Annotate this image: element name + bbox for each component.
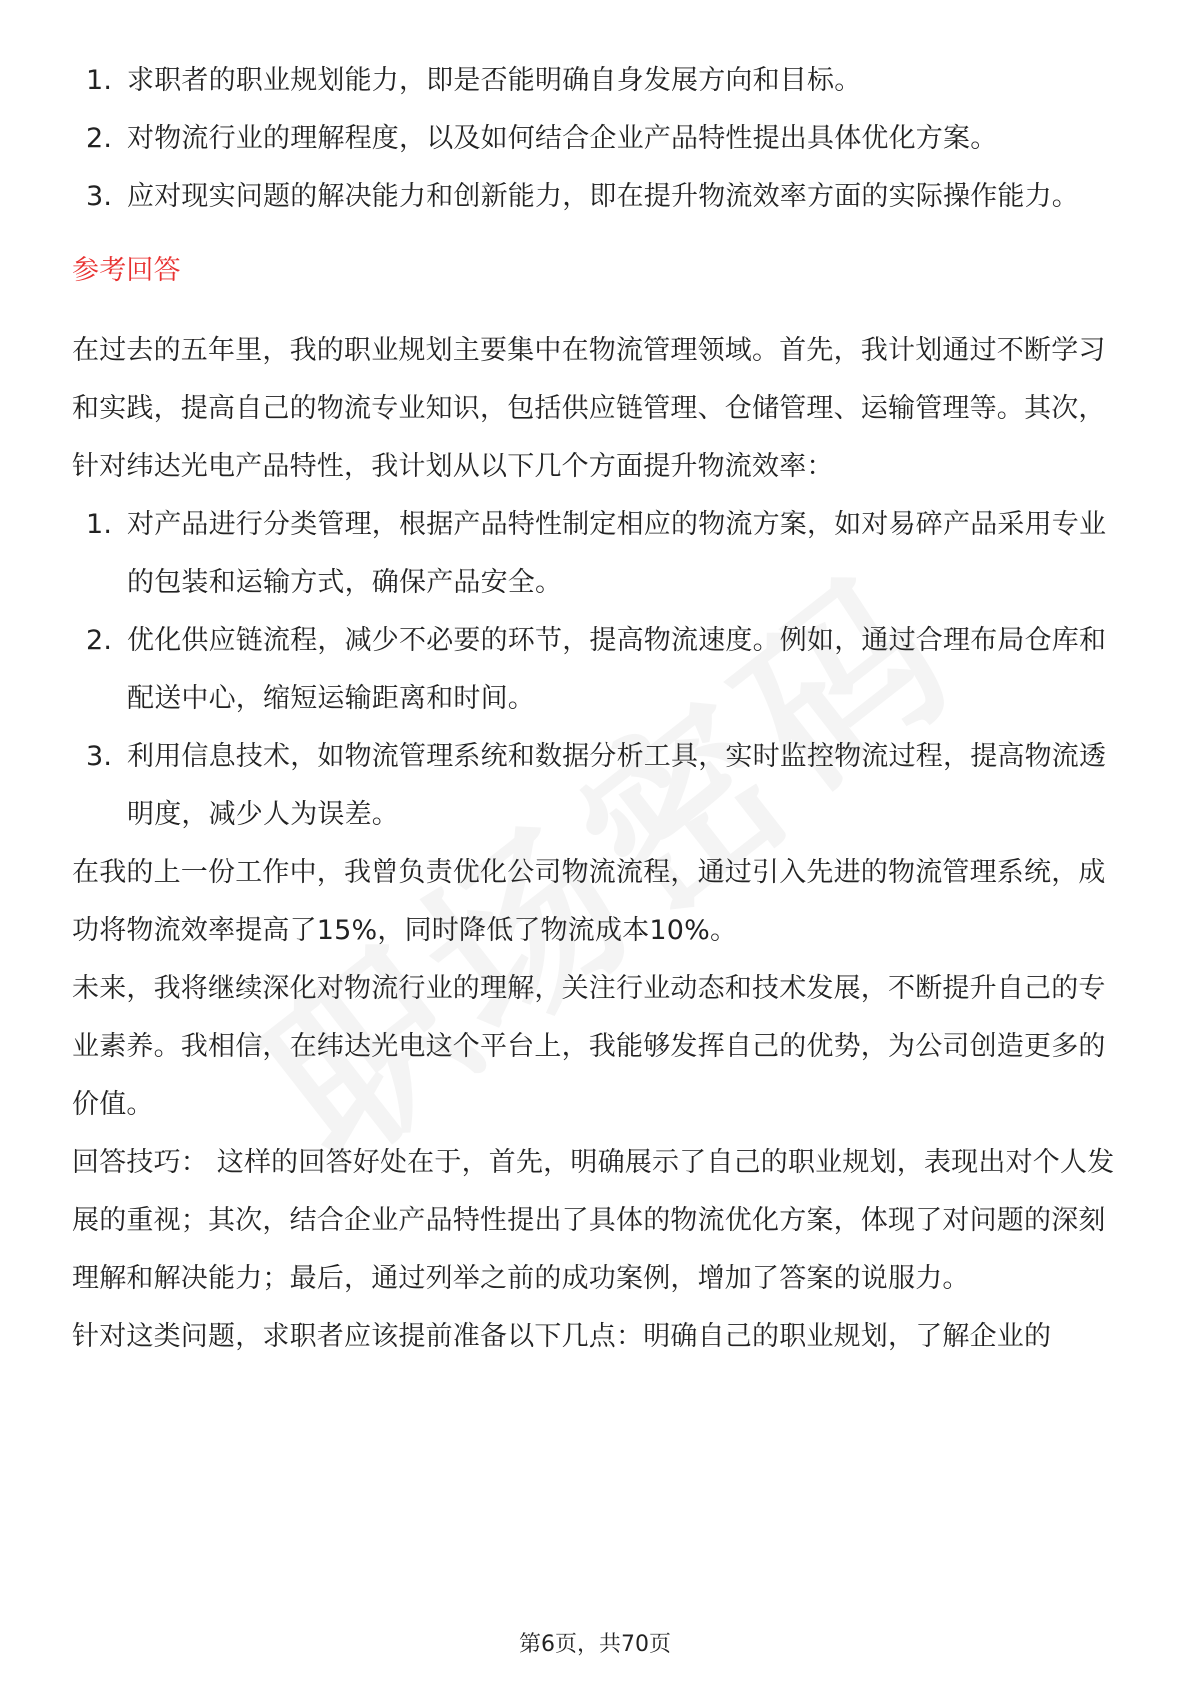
- list-item: [72, 728, 1124, 844]
- answer-list: [72, 496, 1124, 844]
- list-item: [72, 168, 1124, 226]
- section-heading: 参考回答: [72, 255, 181, 286]
- list-item-number: 1.: [86, 509, 113, 540]
- list-item-number: 2.: [86, 625, 113, 656]
- list-item-text: 应对现实问题的解决能力和创新能力，即在提升物流效率方面的实际操作能力。: [127, 181, 1079, 212]
- list-item-number: 3.: [86, 181, 113, 212]
- list-item: [72, 52, 1124, 110]
- list-item-text: 对产品进行分类管理，根据产品特性制定相应的物流方案，如对易碎产品采用专业的包装和运输方式，确保产品安全。: [127, 509, 1107, 598]
- list-item-text: 求职者的职业规划能力，即是否能明确自身发展方向和目标。: [127, 65, 862, 96]
- list-item-text: 利用信息技术，如物流管理系统和数据分析工具，实时监控物流过程，提高物流透明度，减少人为误差。: [127, 741, 1107, 830]
- list-item-text: 优化供应链流程，减少不必要的环节，提高物流速度。例如，通过合理布局仓库和配送中心，缩短运输距离和时间。: [127, 625, 1107, 714]
- page-content: [72, 52, 1124, 1366]
- list-item-text: 对物流行业的理解程度，以及如何结合企业产品特性提出具体优化方案。: [127, 123, 998, 154]
- list-item: [72, 496, 1124, 612]
- list-item: [72, 110, 1124, 168]
- list-item-number: 1.: [86, 65, 113, 96]
- list-item-number: 2.: [86, 123, 113, 154]
- page-footer: 第6页，共70页: [519, 1632, 671, 1657]
- tips-paragraph: 回答技巧： 这样的回答好处在于，首先，明确展示了自己的职业规划，表现出对个人发展的重视；其次，结合企业产品特性提出了具体的物流优化方案，体现了对问题的深刻理解和解决能力；最后，通过列举之前的成功案例，增加了答案的说服力。: [72, 1147, 1115, 1294]
- list-item-number: 3.: [86, 741, 113, 772]
- list-item: [72, 612, 1124, 728]
- experience-paragraph: 在我的上一份工作中，我曾负责优化公司物流流程，通过引入先进的物流管理系统，成功将物流效率提高了15%，同时降低了物流成本10%。: [72, 857, 1106, 946]
- future-paragraph: 未来，我将继续深化对物流行业的理解，关注行业动态和技术发展，不断提升自己的专业素养。我相信，在纬达光电这个平台上，我能够发挥自己的优势，为公司创造更多的价值。: [72, 973, 1106, 1120]
- preparation-paragraph: 针对这类问题，求职者应该提前准备以下几点：明确自己的职业规划，了解企业的: [72, 1321, 1052, 1352]
- intro-list: [72, 52, 1124, 226]
- answer-intro-paragraph: 在过去的五年里，我的职业规划主要集中在物流管理领域。首先，我计划通过不断学习和实践，提高自己的物流专业知识，包括供应链管理、仓储管理、运输管理等。其次，针对纬达光电产品特性，我计划从以下几个方面提升物流效率：: [72, 335, 1106, 482]
